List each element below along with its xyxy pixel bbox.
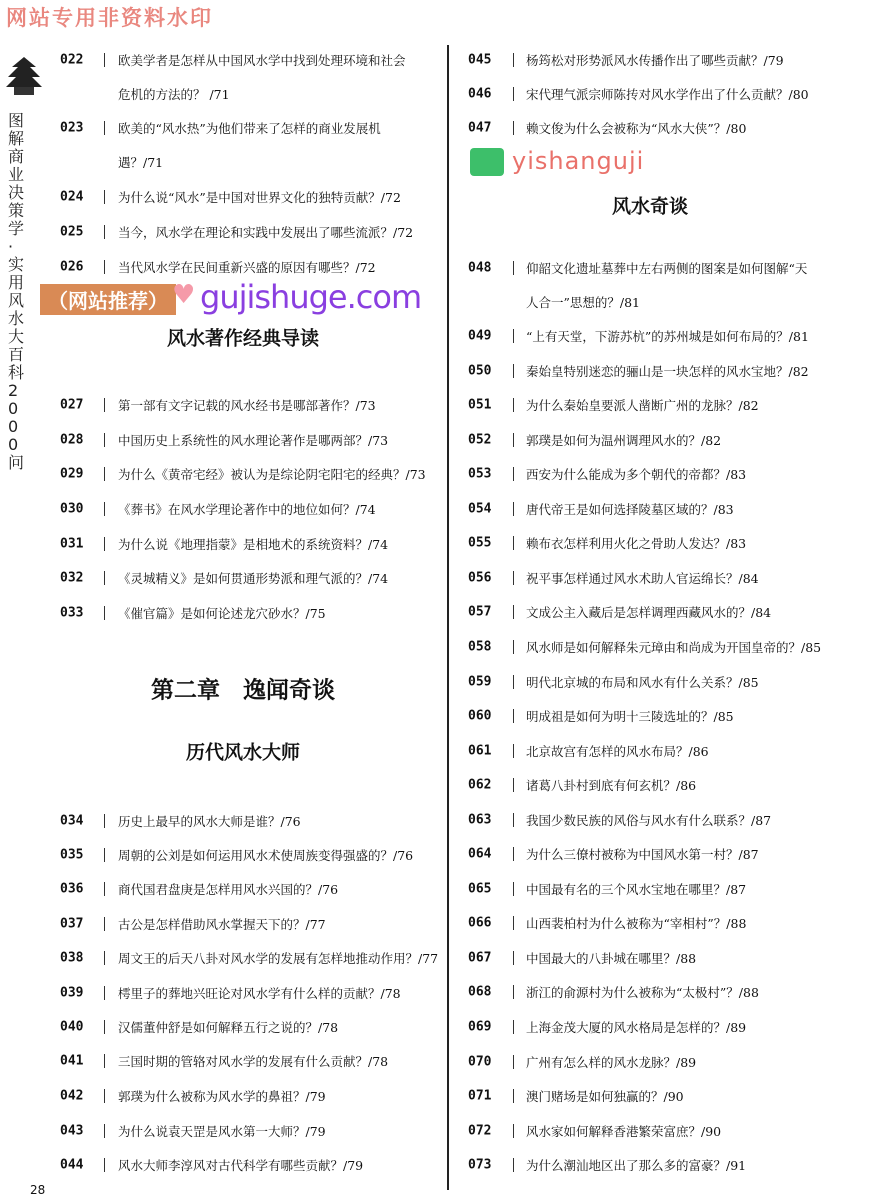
entry-question: 为什么说袁天罡是风水第一大师？/79	[118, 1124, 326, 1139]
entry-question: 我国少数民族的风俗与风水有什么联系？/87	[526, 812, 772, 828]
entry-number: 070	[468, 1054, 492, 1070]
entry-number: 023	[60, 120, 84, 136]
entry-separator	[513, 882, 514, 896]
entry-question: 澳门赌场是如何独赢的？/90	[526, 1089, 684, 1105]
entry-question: 第一部有文字记载的风水经书是哪部著作？/73	[118, 398, 376, 413]
entry-separator	[513, 847, 514, 861]
entry-number: 072	[468, 1123, 492, 1139]
entry-separator	[104, 951, 105, 965]
entry-separator	[513, 605, 514, 619]
entry-question: 周文王的后天八卦对风水学的发展有怎样地推动作用？/77	[118, 951, 439, 966]
entry-question: 中国最大的八卦城在哪里？/88	[526, 950, 697, 966]
entry-separator	[104, 917, 105, 931]
entry-separator	[513, 571, 514, 585]
entry-number: 022	[60, 52, 84, 68]
entry-number: 034	[60, 813, 84, 829]
entry-number: 047	[468, 120, 492, 136]
watermark-badge: （网站推荐）	[40, 284, 176, 315]
entry-question: 广州有怎么样的风水龙脉？/89	[526, 1054, 697, 1070]
pavilion-logo-icon	[4, 55, 44, 97]
entry-number: 057	[468, 604, 492, 620]
entry-separator	[104, 53, 105, 67]
entry-separator	[104, 1054, 105, 1068]
entry-separator	[513, 364, 514, 378]
entry-question: 浙江的俞源村为什么被称为“太极村”？/88	[526, 985, 759, 1001]
entry-question: 杨筠松对形势派风水传播作出了哪些贡献？/79	[526, 53, 784, 68]
entry-question: 为什么潮汕地区出了那么多的富豪？/91	[526, 1158, 747, 1174]
entry-question: 诸葛八卦村到底有何玄机？/86	[526, 778, 697, 794]
entry-separator	[104, 467, 105, 481]
entry-number: 054	[468, 501, 492, 517]
entry-separator	[104, 225, 105, 239]
entry-separator	[104, 260, 105, 274]
entry-question-continued: 危机的方法的？ /71	[118, 87, 230, 102]
entry-number: 033	[60, 605, 84, 621]
entry-question: 西安为什么能成为多个朝代的帝都？/83	[526, 467, 747, 483]
entry-number: 059	[468, 674, 492, 689]
entry-separator	[104, 398, 105, 412]
entry-number: 030	[60, 501, 84, 517]
entry-number: 065	[468, 881, 492, 897]
entry-question: 风水家如何解释香港繁荣富庶？/90	[526, 1123, 722, 1139]
column-divider	[447, 45, 449, 1190]
entry-separator	[513, 53, 514, 67]
entry-separator	[104, 848, 105, 862]
entry-number: 029	[60, 466, 84, 482]
entry-separator	[104, 1089, 105, 1103]
entry-question-continued: 遇？/71	[118, 155, 164, 170]
entry-number: 038	[60, 950, 84, 966]
entry-question: 郭璞为什么被称为风水学的鼻祖？/79	[118, 1089, 326, 1104]
entry-separator	[513, 1124, 514, 1138]
entry-number: 041	[60, 1053, 84, 1069]
entry-question: 为什么三僚村被称为中国风水第一村？/87	[526, 847, 759, 863]
entry-number: 037	[60, 916, 84, 932]
entry-number: 028	[60, 432, 84, 448]
entry-number: 063	[468, 812, 492, 828]
watermark-top: 网站专用非资料水印	[6, 6, 213, 30]
entry-separator	[513, 916, 514, 930]
entry-question: 当代风水学在民间重新兴盛的原因有哪些？/72	[118, 260, 376, 275]
entry-number: 051	[468, 397, 492, 413]
section-heading-wonders: 风水奇谈	[611, 195, 689, 218]
entry-question: 中国最有名的三个风水宝地在哪里？/87	[526, 881, 747, 897]
entry-question: 《葬书》在风水学理论著作中的地位如何？/74	[118, 502, 376, 517]
entry-question: 为什么《黄帝宅经》被认为是综论阴宅阳宅的经典？/73	[118, 467, 426, 482]
entry-number: 053	[468, 466, 492, 482]
entry-number: 067	[468, 950, 492, 966]
entry-number: 061	[468, 743, 492, 759]
entry-separator	[104, 190, 105, 204]
entry-number: 026	[60, 259, 84, 275]
entry-question: 仰韶文化遗址墓葬中左右两侧的图案是如何图解“天	[526, 261, 808, 276]
entry-separator	[513, 1055, 514, 1069]
entry-separator	[513, 87, 514, 101]
entry-separator	[513, 813, 514, 827]
entry-question: 为什么说“风水”是中国对世界文化的独特贡献？/72	[118, 190, 401, 205]
entry-separator	[513, 398, 514, 412]
entry-number: 062	[468, 777, 492, 793]
entry-question: 商代国君盘庚是怎样用风水兴国的？/76	[118, 882, 339, 897]
entry-number: 024	[60, 189, 84, 205]
watermark-site: gujishuge.com	[200, 278, 422, 316]
entry-number: 058	[468, 639, 492, 655]
entry-separator	[513, 1158, 514, 1172]
entry-question: 秦始皇特别迷恋的骊山是一块怎样的风水宝地？/82	[526, 363, 809, 379]
page-number: 28	[30, 1183, 46, 1197]
entry-separator	[513, 744, 514, 758]
entry-question: 赖文俊为什么会被称为“风水大侠”？/80	[526, 121, 747, 136]
entry-question: 风水师是如何解释朱元璋由和尚成为开国皇帝的？/85	[526, 639, 822, 655]
entry-separator	[513, 1020, 514, 1034]
entry-question: 古公是怎样借助风水掌握天下的？/77	[118, 917, 326, 932]
entry-separator	[513, 502, 514, 516]
entry-separator	[104, 502, 105, 516]
entry-separator	[104, 1020, 105, 1034]
entry-number: 050	[468, 363, 492, 379]
entry-question: 祝平事怎样通过风水术助人官运绵长？/84	[526, 570, 759, 586]
entry-separator	[104, 1158, 105, 1172]
entry-question-continued: 人合一”思想的？/81	[526, 295, 641, 310]
entry-separator	[104, 814, 105, 828]
entry-separator	[513, 329, 514, 343]
entry-question: 中国历史上系统性的风水理论著作是哪两部？/73	[118, 433, 389, 448]
section-heading-classics: 风水著作经典导读	[166, 327, 320, 350]
entry-separator	[104, 571, 105, 585]
entry-separator	[104, 606, 105, 620]
entry-question: 为什么秦始皇要派人凿断广州的龙脉？/82	[526, 398, 759, 414]
entry-separator	[104, 433, 105, 447]
entry-number: 036	[60, 881, 84, 897]
entry-separator	[104, 1124, 105, 1138]
entry-separator	[104, 882, 105, 896]
entry-question: 明代北京城的布局和风水有什么关系？/85	[526, 674, 759, 690]
entry-number: 064	[468, 846, 492, 862]
entry-number: 042	[60, 1088, 84, 1104]
entry-question: 文成公主入藏后是怎样调理西藏风水的？/84	[526, 605, 772, 621]
entry-number: 031	[60, 536, 84, 552]
entry-separator	[513, 640, 514, 654]
entry-separator	[513, 261, 514, 275]
entry-separator	[513, 709, 514, 723]
entry-question: 樗里子的葬地兴旺论对风水学有什么样的贡献？/78	[118, 986, 401, 1001]
entry-separator	[513, 467, 514, 481]
entry-question: 北京故宫有怎样的风水布局？/86	[526, 743, 709, 759]
entry-separator	[104, 986, 105, 1000]
entry-separator	[104, 121, 105, 135]
entry-separator	[513, 1089, 514, 1103]
entry-question: 宋代理气派宗师陈抟对风水学作出了什么贡献？/80	[526, 87, 809, 102]
entry-number: 066	[468, 915, 492, 931]
entry-number: 040	[60, 1019, 84, 1035]
entry-number: 039	[60, 985, 84, 1001]
entry-question: 欧美的“风水热”为他们带来了怎样的商业发展机	[118, 121, 381, 136]
entry-question: 欧美学者是怎样从中国风水学中找到处理环境和社会	[118, 53, 406, 68]
entry-question: 山西裴柏村为什么被称为“宰相村”？/88	[526, 916, 747, 932]
entry-separator	[513, 433, 514, 447]
entry-separator	[513, 985, 514, 999]
entry-question: 三国时期的管辂对风水学的发展有什么贡献？/78	[118, 1054, 389, 1069]
entry-question: 当今，风水学在理论和实践中发展出了哪些流派？/72	[118, 225, 414, 240]
wechat-icon	[470, 148, 504, 176]
entry-number: 027	[60, 397, 84, 413]
entry-number: 052	[468, 432, 492, 448]
entry-separator	[513, 675, 514, 689]
entry-question: “上有天堂，下游苏杭”的苏州城是如何布局的？/81	[526, 329, 809, 344]
entry-question: 周朝的公刘是如何运用风水术使周族变得强盛的？/76	[118, 848, 414, 863]
entry-question: 风水大师李淳风对古代科学有哪些贡献？/79	[118, 1158, 364, 1173]
entry-question: 赖布衣怎样利用火化之骨助人发达？/83	[526, 536, 747, 552]
entry-number: 044	[60, 1157, 84, 1173]
entry-question: 为什么说《地理指蒙》是相地术的系统资料？/74	[118, 537, 389, 552]
entry-number: 035	[60, 847, 84, 863]
entry-question: 郭璞是如何为温州调理风水的？/82	[526, 432, 722, 448]
entry-number: 043	[60, 1123, 84, 1139]
entry-question: 明成祖是如何为明十三陵选址的？/85	[526, 709, 734, 725]
entry-question: 《催官篇》是如何论述龙穴砂水？/75	[118, 606, 326, 621]
entry-question: 历史上最早的风水大师是谁？/76	[118, 814, 301, 829]
entry-number: 025	[60, 224, 84, 240]
entry-number: 048	[468, 260, 492, 276]
entry-question: 汉儒董仲舒是如何解释五行之说的？/78	[118, 1020, 339, 1035]
entry-separator	[513, 778, 514, 792]
entry-number: 046	[468, 86, 492, 102]
section-heading-masters: 历代风水大师	[185, 741, 301, 764]
entry-number: 032	[60, 570, 84, 586]
entry-separator	[513, 536, 514, 550]
entry-question: 《灵城精义》是如何贯通形势派和理气派的？/74	[118, 571, 389, 586]
entry-number: 045	[468, 52, 492, 68]
entry-question: 唐代帝王是如何选择陵墓区域的？/83	[526, 501, 734, 517]
entry-number: 049	[468, 328, 492, 344]
side-book-title: 图解商业决策学·实用风水大百科2000问	[8, 111, 25, 472]
entry-number: 056	[468, 570, 492, 586]
entry-separator	[513, 121, 514, 135]
heart-icon: ♥	[172, 280, 196, 310]
watermark-site2: yishanguji	[512, 147, 645, 175]
entry-number: 071	[468, 1088, 492, 1104]
entry-separator	[104, 537, 105, 551]
entry-number: 069	[468, 1019, 492, 1035]
entry-number: 060	[468, 708, 492, 724]
entry-number: 055	[468, 535, 492, 551]
chapter-heading: 第二章 逸闻奇谈	[151, 677, 335, 704]
entry-number: 073	[468, 1157, 492, 1173]
entry-question: 上海金茂大厦的风水格局是怎样的？/89	[526, 1020, 747, 1035]
entry-number: 068	[468, 984, 492, 1000]
entry-separator	[513, 951, 514, 965]
